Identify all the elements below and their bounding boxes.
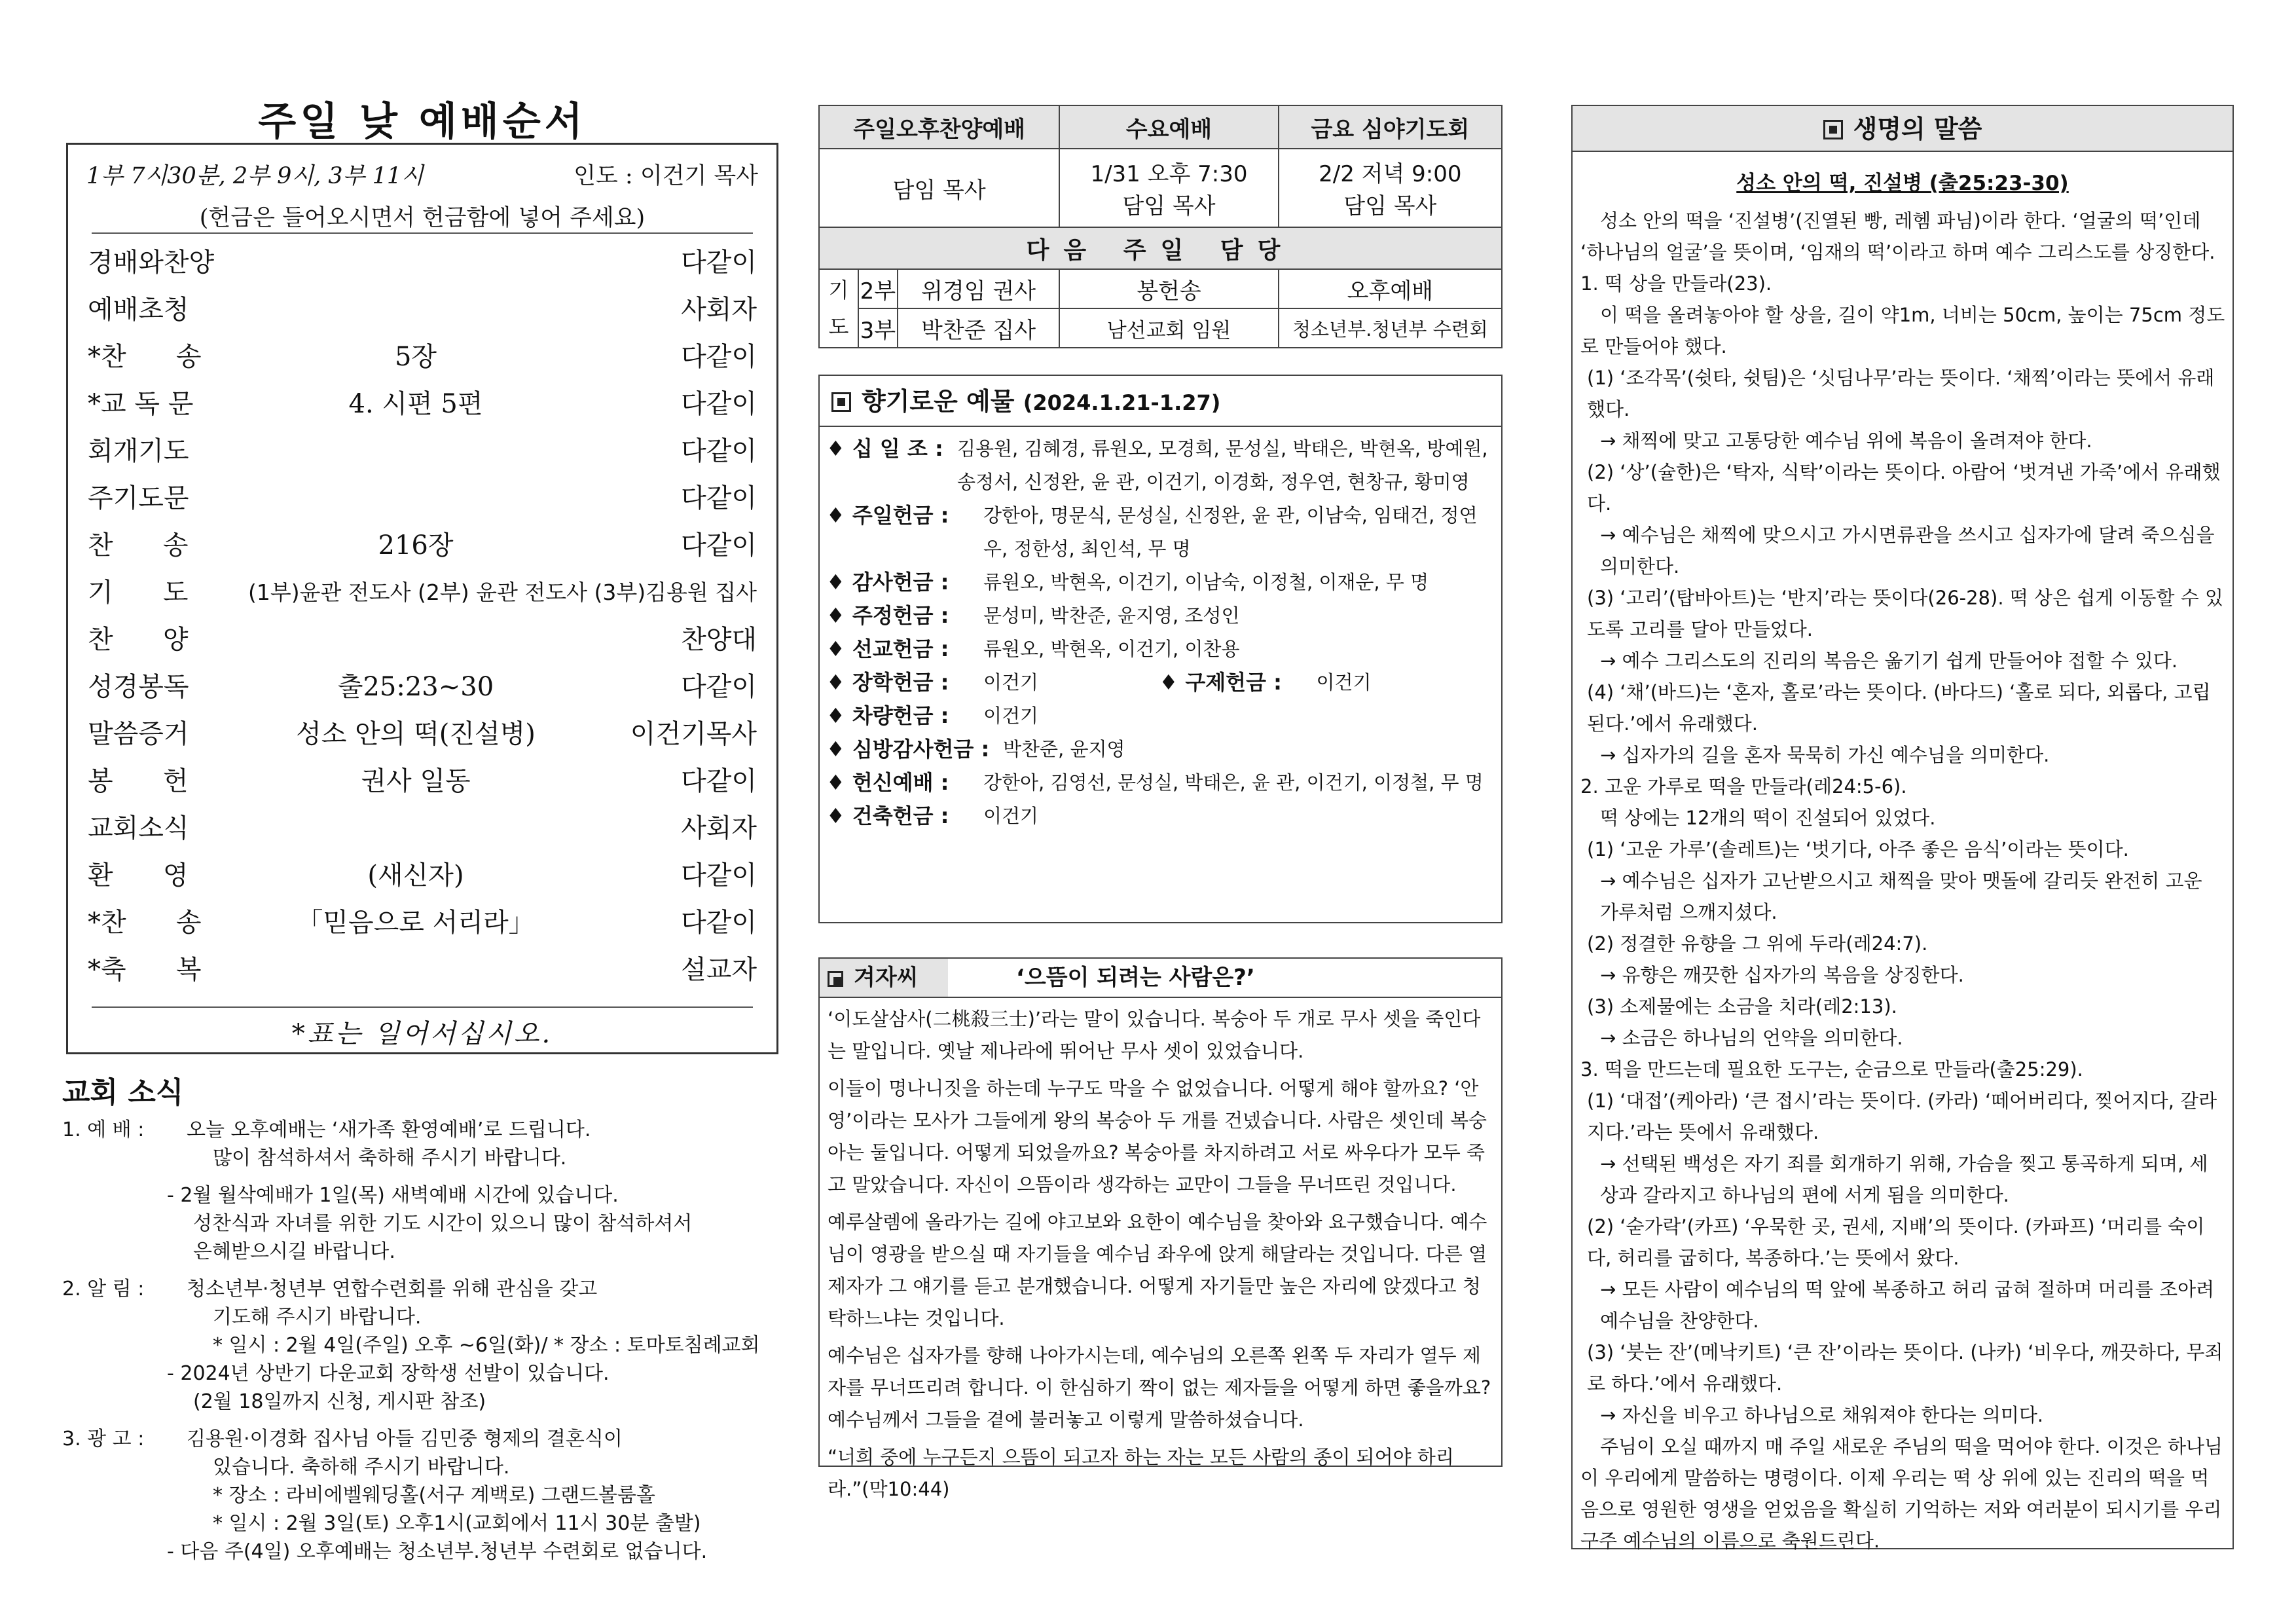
order-item-name: 환 영	[88, 860, 189, 891]
news-item	[62, 1538, 782, 1566]
sermon-arrow-point: → 선택된 백성은 자기 죄를 회개하기 위해, 가슴을 찢고 통곡하게 되며, 세상과 갈라지고 하나님의 편에 서게 됨을 의미한다.	[1600, 1153, 2208, 1206]
prayer-label	[819, 269, 858, 348]
order-item-performer: 다같이	[681, 766, 757, 796]
pm-service-title: 오후예배	[1279, 269, 1502, 308]
mustard-seed-box	[818, 957, 1503, 1500]
order-row	[88, 899, 757, 946]
order-item-performer: 다같이	[681, 483, 757, 513]
order-item-performer: 다같이	[681, 908, 757, 938]
order-item-performer: 다같이	[681, 436, 757, 466]
sermon-closing: 주님이 오실 때까지 매 주일 새로운 주님의 떡을 먹어야 한다. 이것은 하나님이 우리에게 말씀하는 명령이다. 이제 우리는 떡 상 위에 있는 진리의 떡을 먹음으로 영원한 영생을 얻었음을 확실히 기억하는 저와 여러분이 되시기를 우리 구주 예수님의 이름으로 축원드린다.	[1580, 1435, 2223, 1552]
sermon-section-title: 생명의 말씀	[1853, 115, 1982, 143]
sermon-body	[1573, 196, 2232, 1557]
offering-names: 김용원, 김혜경, 류원오, 모경희, 문성실, 박태은, 박현옥, 방예원, 송정서, 신정완, 윤 관, 이건기, 이경화, 정우연, 현창규, 황미영	[957, 437, 1488, 493]
offering-names: 강한아, 명문식, 문성실, 신정완, 윤 관, 이남숙, 임태건, 정연우, 정한성, 최인석, 무 명	[983, 504, 1478, 560]
news-item	[62, 1181, 782, 1266]
service-leader: 인도 : 이건기 목사	[574, 163, 758, 189]
offering-label: ♦ 심방감사헌금 :	[826, 737, 990, 762]
offering-song-by: 남선교회 임원	[1059, 308, 1278, 348]
offering-label: ♦ 장학헌금 :	[826, 670, 949, 695]
sermon-heading: 1. 떡 상을 만들라(23).	[1580, 272, 1772, 295]
offering-names: 이건기	[983, 805, 1039, 827]
order-row	[88, 380, 757, 428]
offering-names: 강한아, 김영선, 문성실, 박태은, 윤 관, 이건기, 이정철, 무 명	[983, 771, 1484, 794]
order-item-performer: 다같이	[681, 860, 757, 891]
order-item-name: 경배와찬양	[88, 248, 215, 278]
right-column	[1571, 0, 2234, 1624]
order-item-name: *축 복	[88, 955, 202, 985]
sermon-point: (3) ‘고리’(탑바아트)는 ‘반지’라는 뜻이다(26-28). 떡 상은 쉽게 이동할 수 있도록 고리를 달아 만들었다.	[1587, 587, 2223, 640]
service-times: 1부 7시30분, 2부 9시, 3부 11시	[86, 163, 424, 189]
schedule-header: 주일오후찬양예배	[819, 105, 1059, 149]
mustard-seed-title: ‘으뜸이 되려는 사람은?’	[1016, 965, 1255, 991]
worship-order-list	[88, 239, 757, 993]
news-line: (2월 18일까지 신청, 게시판 참조)	[193, 1390, 486, 1413]
friday-preacher: 담임 목사	[1343, 193, 1437, 219]
worship-order-box	[66, 143, 778, 1054]
news-item	[62, 1275, 782, 1359]
order-item-content: (새신자)	[367, 860, 464, 891]
news-line: * 일시 : 2월 4일(주일) 오후 ~6일(화)/ * 장소 : 토마토침례교회	[213, 1334, 760, 1357]
next-sunday-title: 다음 주일 담당	[819, 227, 1502, 269]
sermon-arrow-point: → 십자가의 길을 혼자 묵묵히 가신 예수님을 의미한다.	[1600, 744, 2050, 766]
offering-row	[826, 566, 1492, 599]
order-item-content: 출25:23~30	[337, 672, 494, 702]
order-item-performer: 다같이	[681, 248, 757, 278]
order-item-performer: 사회자	[681, 295, 757, 325]
news-line: * 일시 : 2월 3일(토) 오후1시(교회에서 11시 30분 출발)	[213, 1512, 701, 1535]
offering-row	[1159, 666, 1493, 699]
news-label: 1. 예 배 :	[62, 1118, 145, 1141]
news-line: 오늘 오후예배는 ‘새가족 환영예배’로 드립니다.	[187, 1118, 591, 1141]
offering-row	[826, 699, 1492, 733]
schedule-header: 금요 심야기도회	[1279, 105, 1502, 149]
mustard-seed-tag-text: 겨자씨	[854, 965, 919, 991]
mustard-seed-header	[820, 959, 1501, 998]
sermon-arrow-point: → 예수님은 십자가 고난받으시고 채찍을 맞아 맷돌에 갈리듯 완전히 고운 가루처럼 으깨지셨다.	[1600, 870, 2202, 923]
order-item-performer: 다같이	[681, 389, 757, 419]
offering-label: ♦ 주일헌금 :	[826, 503, 949, 528]
paragraph: 이들이 명나니짓을 하는데 누구도 막을 수 없었습니다. 어떻게 해야 할까요? ‘안영’이라는 모사가 그들에게 왕의 복숭아 두 개를 건넸습니다. 사람은 셋인데 복숭아는 둘입니다. 어떻게 되었을까요? 복숭아를 차지하려고 서로 싸우다가 모두 죽고 말았습니다. 자신이 으뜸이라 생각하는 교만이 그들을 무너뜨린 것입니다.	[828, 1077, 1487, 1196]
offering-label: ♦ 구제헌금 :	[1159, 670, 1282, 695]
news-line: 있습니다. 축하해 주시기 바랍니다.	[213, 1456, 510, 1479]
order-item-performer: 사회자	[681, 813, 757, 843]
offering-names: 문성미, 박찬준, 윤지영, 조성인	[983, 604, 1240, 627]
offering-names: 류원오, 박현옥, 이건기, 이찬용	[983, 638, 1240, 660]
offering-row	[826, 432, 1492, 499]
sermon-arrow-point: → 자신을 비우고 하나님으로 채워져야 한다는 의미다.	[1600, 1404, 2044, 1426]
sermon-point: (2) ‘숟가락’(카프) ‘우묵한 곳, 권세, 지배’의 뜻이다. (카파프) ‘머리를 숙이다, 허리를 굽히다, 복종하다.’는 뜻에서 왔다.	[1587, 1215, 2205, 1269]
order-item-content: 216장	[378, 530, 454, 561]
sermon-point: (3) ‘붓는 잔’(메낙키트) ‘큰 잔’이라는 뜻이다. (나카) ‘비우다, 깨끗하다, 무죄로 하다.’에서 유래했다.	[1587, 1341, 2223, 1395]
order-item-performer: 다같이	[681, 530, 757, 561]
order-item-name: 기 도	[88, 578, 189, 608]
order-item-content: 4. 시편 5편	[348, 389, 483, 419]
offering-names: 이건기	[983, 705, 1039, 727]
sermon-point: (2) 정결한 유향을 그 위에 두라(레24:7).	[1587, 932, 1928, 955]
news-line: - 2024년 상반기 다운교회 장학생 선발이 있습니다.	[167, 1362, 610, 1385]
order-row	[88, 522, 757, 569]
offering-label: ♦ 건축헌금 :	[826, 803, 949, 828]
sermon-box	[1571, 105, 2234, 1552]
sermon-intro: 성소 안의 떡을 ‘진설병’(진열된 빵, 레헴 파님)이라 한다. ‘얼굴의 떡’인데 ‘하나님의 얼굴’을 뜻이며, ‘임재의 떡’이라고 하며 예수 그리스도를 상징한다.	[1580, 210, 2215, 263]
prayer-part: 3부	[858, 308, 898, 348]
order-item-name: 봉 헌	[88, 766, 189, 796]
order-row	[88, 663, 757, 710]
mustard-seed-body	[820, 998, 1501, 1505]
news-label: 2. 알 림 :	[62, 1278, 145, 1301]
wednesday-service	[1059, 149, 1278, 227]
order-item-content: 「믿음으로 서리라」	[297, 908, 535, 938]
church-news-title: 교회 소식	[62, 1076, 184, 1109]
news-line: 많이 참석하셔서 축하해 주시기 바랍니다.	[213, 1147, 567, 1170]
news-line: 김용원·이경화 집사님 아들 김민중 형제의 결혼식이	[187, 1428, 623, 1450]
news-line: 성찬식과 자녀를 위한 기도 시간이 있으니 많이 참석하셔서	[193, 1212, 693, 1235]
friday-service	[1279, 149, 1502, 227]
sermon-arrow-point: → 유향은 깨끗한 십자가의 복음을 상징한다.	[1600, 964, 1964, 986]
square-bullet-icon	[1823, 120, 1843, 139]
offering-song-title: 봉헌송	[1059, 269, 1278, 308]
offering-names: 류원오, 박현옥, 이건기, 이남숙, 이정철, 이재운, 무 명	[983, 571, 1429, 593]
offering-names: 이건기	[983, 671, 1039, 693]
offerings-title-text: 향기로운 예물	[862, 387, 1015, 416]
news-item	[62, 1425, 782, 1538]
sermon-text: 이 떡을 올려놓아야 할 상을, 길이 약1m, 너비는 50cm, 높이는 75cm 정도로 만들어야 했다.	[1580, 304, 2225, 358]
offering-label: ♦ 십 일 조 :	[826, 436, 943, 461]
paragraph: “너희 중에 누구든지 으뜸이 되고자 하는 자는 모든 사람의 종이 되어야 하리라.”(막10:44)	[828, 1446, 1454, 1500]
order-row	[88, 710, 757, 758]
order-item-name: 찬 송	[88, 530, 189, 561]
square-bullet-icon	[831, 392, 851, 412]
friday-time: 2/2 저녁 9:00	[1319, 161, 1462, 187]
sermon-point: (2) ‘상’(슐한)은 ‘탁자, 식탁’이라는 뜻이다. 아람어 ‘벗겨낸 가죽’에서 유래했다.	[1587, 461, 2221, 515]
offering-names: 박찬준, 윤지영	[1003, 738, 1125, 760]
sermon-arrow-point: → 예수 그리스도의 진리의 복음은 옮기기 쉽게 만들어야 접할 수 있다.	[1600, 650, 2178, 672]
order-item-performer: 설교자	[681, 955, 757, 985]
paragraph: 예수님은 십자가를 향해 나아가시는데, 예수님의 오른쪽 왼쪽 두 자리가 열두 제자를 무너뜨리려 합니다. 이 한심하기 짝이 없는 제자들을 어떻게 하면 좋을까요? 예수님께서 그들을 곁에 불러놓고 이렇게 말씀하셨습니다.	[828, 1344, 1491, 1431]
offering-row	[826, 666, 1159, 699]
prayer-label-char: 기	[828, 278, 849, 303]
middle-column	[818, 0, 1503, 1624]
order-item-performer: 이건기목사	[630, 719, 757, 749]
news-line: - 다음 주(4일) 오후예배는 청소년부.청년부 수련회로 없습니다.	[167, 1540, 708, 1563]
wednesday-preacher: 담임 목사	[1122, 193, 1216, 219]
prayer-name: 박찬준 집사	[898, 308, 1059, 348]
order-row	[88, 428, 757, 475]
news-item	[62, 1116, 782, 1172]
order-row	[88, 616, 757, 663]
sermon-point: (3) 소제물에는 소금을 치라(레2:13).	[1587, 995, 1897, 1018]
order-item-name: *찬 송	[88, 342, 202, 372]
order-item-name: *교 독 문	[88, 389, 194, 419]
offerings-title	[820, 376, 1501, 427]
news-line: * 장소 : 라비에벨웨딩홀(서구 계백로) 그랜드볼룸홀	[213, 1484, 655, 1507]
order-item-name: 찬 양	[88, 625, 189, 655]
prayer-label-char: 도	[828, 314, 849, 339]
news-line: - 2월 월삭예배가 1일(목) 새벽예배 시간에 있습니다.	[167, 1184, 619, 1207]
news-line: 기도해 주시기 바랍니다.	[213, 1306, 422, 1329]
sermon-point: (1) ‘대접’(케아라) ‘큰 접시’라는 뜻이다. (카라) ‘떼어버리다, 찢어지다, 갈라지다.’라는 뜻에서 유래했다.	[1587, 1090, 2217, 1143]
order-item-name: 회개기도	[88, 436, 189, 466]
order-item-performer: 찬양대	[681, 625, 757, 655]
sermon-arrow-point: → 모든 사람이 예수님의 떡 앞에 복종하고 허리 굽혀 절하며 머리를 조아려 예수님을 찬양한다.	[1600, 1278, 2215, 1332]
news-label: 3. 광 고 :	[62, 1428, 145, 1450]
offering-row	[826, 733, 1492, 766]
offerings-list	[820, 427, 1501, 833]
sermon-arrow-point: → 소금은 하나님의 언약을 의미한다.	[1600, 1027, 1903, 1049]
offering-label: ♦ 선교헌금 :	[826, 637, 949, 661]
sermon-heading: 2. 고운 가루로 떡을 만들라(레24:5-6).	[1580, 775, 1907, 798]
order-item-name: 말씀증거	[88, 719, 189, 749]
sermon-title-bar	[1573, 106, 2232, 152]
offerings-box	[818, 375, 1503, 923]
sermon-arrow-point: → 예수님은 채찍에 맞으시고 가시면류관을 쓰시고 십자가에 달려 죽으심을 의미한다.	[1600, 524, 2215, 578]
sunday-preacher: 담임 목사	[819, 149, 1059, 227]
order-item-name: 교회소식	[88, 813, 189, 843]
order-item-content: 권사 일동	[361, 766, 471, 796]
sermon-point: (4) ‘채’(바드)는 ‘혼자, 홀로’라는 뜻이다. (바다드) ‘홀로 되다, 외롭다, 고립된다.’에서 유래했다.	[1587, 681, 2211, 735]
order-row	[88, 475, 757, 522]
offering-label: ♦ 주정헌금 :	[826, 603, 949, 628]
sermon-heading: 3. 떡을 만드는데 필요한 도구는, 순금으로 만들라(출25:29).	[1580, 1058, 2083, 1080]
offering-label: ♦ 차량헌금 :	[826, 703, 949, 728]
worship-order-title: 주일 낮 예배순서	[258, 99, 587, 145]
order-item-content: 5장	[394, 342, 437, 372]
prayer-part: 2부	[858, 269, 898, 308]
order-row	[88, 239, 757, 286]
news-item	[62, 1359, 782, 1416]
order-item-name: *찬 송	[88, 908, 202, 938]
prayer-name: 위경임 권사	[898, 269, 1059, 308]
news-line: 청소년부·청년부 연합수련회를 위해 관심을 갖고	[187, 1278, 598, 1301]
order-item-content: (1부)윤관 전도사 (2부) 윤관 전도사 (3부)김용원 집사	[248, 580, 757, 605]
left-column	[62, 0, 782, 1624]
offering-names: 이건기	[1316, 671, 1372, 693]
order-item-name: 주기도문	[88, 483, 189, 513]
paragraph: ‘이도살삼사(二桃殺三士)’라는 말이 있습니다. 복숭아 두 개로 무사 셋을 죽인다는 말입니다. 옛날 제나라에 뛰어난 무사 셋이 있었습니다.	[828, 1008, 1481, 1062]
order-item-name: 예배초청	[88, 295, 189, 325]
sermon-point: (1) ‘조각목’(쉿타, 쉿팀)은 ‘싯딤나무’라는 뜻이다. ‘채찍’이라는 뜻에서 유래했다.	[1587, 367, 2215, 420]
schedule-table	[818, 105, 1503, 348]
sermon-text: 떡 상에는 12개의 떡이 진설되어 있었다.	[1600, 807, 1936, 829]
stand-note: *표는 일어서십시오.	[291, 1019, 553, 1049]
order-item-performer: 다같이	[681, 672, 757, 702]
sermon-arrow-point: → 채찍에 맞고 고통당한 예수님 위에 복음이 올려져야 한다.	[1600, 430, 2092, 452]
order-item-content: 성소 안의 떡(진설병)	[296, 719, 536, 749]
sermon-subtitle: 성소 안의 떡, 진설병 (출25:23-30)	[1736, 172, 2069, 195]
sermon-point: (1) ‘고운 가루’(솔레트)는 ‘벗기다, 아주 좋은 음식’이라는 뜻이다.	[1587, 838, 2129, 860]
order-row	[88, 286, 757, 333]
order-row	[88, 946, 757, 993]
order-row	[88, 758, 757, 805]
divider	[92, 1006, 753, 1008]
offering-row	[826, 633, 1492, 666]
offering-row	[826, 800, 1492, 833]
offering-row	[826, 766, 1492, 800]
pm-service-note: 청소년부.청년부 수련회	[1279, 308, 1502, 348]
order-row	[88, 333, 757, 380]
mustard-seed-tag	[820, 959, 948, 997]
order-row	[88, 569, 757, 616]
offering-label: ♦ 헌신예배 :	[826, 770, 949, 795]
square-bullet-icon	[828, 971, 843, 987]
offering-row	[826, 499, 1492, 566]
offering-row-pair	[826, 666, 1492, 699]
order-item-performer: 다같이	[681, 342, 757, 372]
offering-note: (헌금은 들어오시면서 헌금함에 넣어 주세요)	[199, 205, 646, 231]
offering-label: ♦ 감사헌금 :	[826, 570, 949, 595]
offerings-period: (2024.1.21-1.27)	[1023, 390, 1221, 415]
wednesday-time: 1/31 오후 7:30	[1090, 161, 1248, 187]
order-item-name: 성경봉독	[88, 672, 189, 702]
order-row	[88, 805, 757, 852]
news-line: 은혜받으시길 바랍니다.	[193, 1240, 395, 1263]
offering-row	[826, 599, 1492, 633]
church-news	[62, 1116, 782, 1566]
divider	[92, 232, 753, 234]
paragraph: 예루살렘에 올라가는 길에 야고보와 요한이 예수님을 찾아와 요구했습니다. 예수님이 영광을 받으실 때 자기들을 예수님 좌우에 앉게 해달라는 것입니다. 다른 열 제자가 그 얘기를 듣고 분개했습니다. 어떻게 자기들만 높은 자리에 앉겠다고 청탁하느냐는 것입니다.	[828, 1211, 1487, 1329]
schedule-header: 수요예배	[1059, 105, 1278, 149]
order-row	[88, 852, 757, 899]
